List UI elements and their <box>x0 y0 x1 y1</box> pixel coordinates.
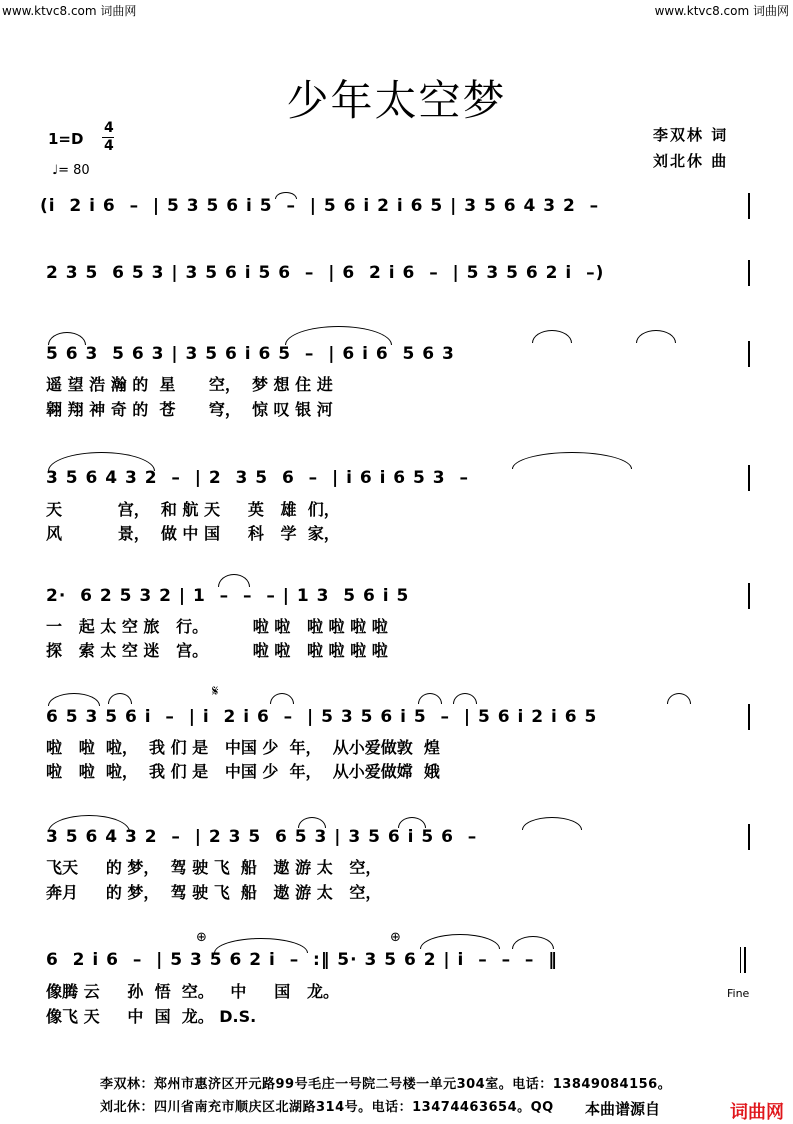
lyrics-row-6-verse-2: 啦 啦 啦， 我 们 是 中国 少 年， 从小爱做嫦 娥 <box>46 761 440 781</box>
barline <box>748 583 750 609</box>
score-row-4: 3 5 6 4 3 2 – | 2 3 5 6 – | i 6 i 6 5 3 – <box>46 468 469 488</box>
time-signature-bottom: 4 <box>104 138 114 154</box>
barline <box>748 260 750 286</box>
score-row-1: (i 2 i 6 – | 5 3 5 6 i 5 – | 5 6 i 2 i 6 5 | 3 5 6 4 3 2 – <box>40 196 600 216</box>
slur <box>532 330 572 343</box>
footer-lyricist-contact: 李双林：郑州市惠济区开元路99号毛庄一号院二号楼一单元304室。电话：13849084156。 <box>100 1077 672 1092</box>
segno-icon: 𝄋 <box>212 682 219 700</box>
barline <box>748 341 750 367</box>
slur <box>453 693 477 704</box>
score-row-5: 2· 6 2 5 3 2 | 1 – – – | 1 3 5 6 i 5 <box>46 586 410 606</box>
composer-credit: 刘北休 曲 <box>653 152 729 170</box>
footer-composer-contact: 刘北休：四川省南充市顺庆区北湖路314号。电话：13474463654。QQ <box>100 1100 554 1115</box>
barline <box>748 704 750 730</box>
barline <box>748 193 750 219</box>
final-barline-thin <box>740 947 741 973</box>
slur <box>512 936 554 949</box>
slur <box>636 330 676 343</box>
slur <box>420 934 500 949</box>
barline <box>748 465 750 491</box>
lyrics-row-7-verse-2: 奔月 的 梦， 驾 驶 飞 船 遨 游 太 空， <box>46 882 382 902</box>
fine-marking: Fine <box>727 987 750 1000</box>
lyrics-row-8-verse-2: 像飞 天 中 国 龙。 D.S. <box>46 1006 257 1026</box>
score-row-8: 6 2 i 6 – | 5 3 5 6 2 i – :‖ 5· 3 5 6 2 | i – – – ‖ <box>46 950 558 970</box>
lyrics-row-6-verse-1: 啦 啦 啦， 我 们 是 中国 少 年， 从小爱做敦 煌 <box>46 737 440 757</box>
slur <box>48 693 100 706</box>
time-signature-top: 4 <box>104 120 114 136</box>
slur <box>270 693 294 704</box>
score-row-2: 2 3 5 6 5 3 | 3 5 6 i 5 6 – | 6 2 i 6 – | 5 3 5 6 2 i –) <box>46 263 605 283</box>
lyrics-row-3-verse-2: 翱 翔 神 奇 的 苍 穹， 惊 叹 银 河 <box>46 399 333 419</box>
score-row-6: 6 5 3 5 6 i – | i 2 i 6 – | 5 3 5 6 i 5 – | 5 6 i 2 i 6 5 <box>46 707 598 727</box>
lyrics-row-3-verse-1: 遥 望 浩 瀚 的 星 空， 梦 想 住 进 <box>46 374 333 394</box>
key-signature: 1=D <box>48 130 84 148</box>
lyrics-row-7-verse-1: 飞天 的 梦， 驾 驶 飞 船 遨 游 太 空， <box>46 857 382 877</box>
coda-icon: ⊕ <box>390 930 401 945</box>
lyricist-credit: 李双林 词 <box>653 126 729 144</box>
score-row-7: 3 5 6 4 3 2 – | 2 3 5 6 5 3 | 3 5 6 i 5 6 – <box>46 827 478 847</box>
lyrics-row-5-verse-1: 一 起 太 空 旅 行。 啦 啦 啦 啦 啦 啦 <box>46 616 388 636</box>
score-row-3: 5 6 3 5 6 3 | 3 5 6 i 6 5 – | 6 i 6 5 6 3 <box>46 344 455 364</box>
site-logo[interactable]: 词曲网 <box>730 1102 784 1123</box>
lyrics-row-4-verse-1: 天 宫， 和 航 天 英 雄 们， <box>46 499 340 519</box>
lyrics-row-4-verse-2: 风 景， 做 中 国 科 学 家， <box>46 523 340 543</box>
watermark-right: www.ktvc8.com 词曲网 <box>654 4 789 18</box>
song-title: 少年太空梦 <box>286 76 507 125</box>
footer-source-text: 本曲谱源自 <box>585 1100 661 1118</box>
final-barline <box>744 947 746 973</box>
tempo-marking: ♩= 80 <box>52 163 90 178</box>
coda-icon: ⊕ <box>196 930 207 945</box>
slur <box>108 693 132 704</box>
slur <box>418 693 442 704</box>
watermark-left: www.ktvc8.com 词曲网 <box>2 4 137 18</box>
slur <box>522 817 582 830</box>
slur <box>275 192 297 199</box>
barline <box>748 824 750 850</box>
lyrics-row-5-verse-2: 探 索 太 空 迷 宫。 啦 啦 啦 啦 啦 啦 <box>46 640 388 660</box>
slur <box>512 452 632 469</box>
lyrics-row-8-verse-1: 像腾 云 孙 悟 空。 中 国 龙。 <box>46 981 339 1001</box>
slur <box>667 693 691 704</box>
